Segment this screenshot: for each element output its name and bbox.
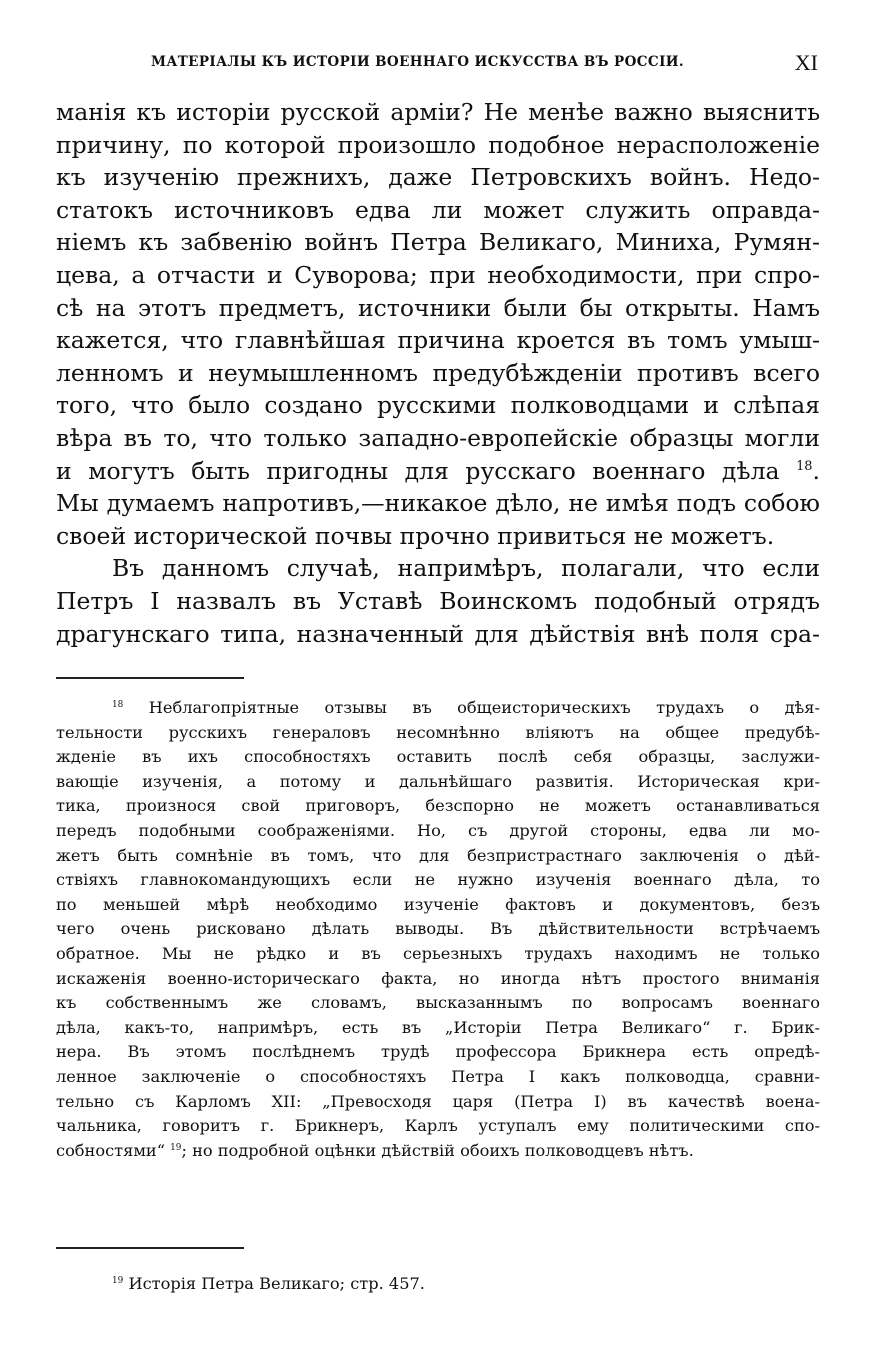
footnote-marker-18: 18 xyxy=(112,699,124,710)
text-line: кажется, что главнѣйшая причина кроется въ томъ умыш- xyxy=(56,326,820,355)
footnote-last-line xyxy=(56,1139,820,1164)
page-number: XI xyxy=(794,50,818,75)
text-line: статокъ источниковъ едва ли может служить оправда- xyxy=(56,195,820,224)
footnote-line: тельности русскихъ генераловъ несомнѣнно вліяютъ на общее предубѣ- xyxy=(56,722,820,742)
text-fragment: Исторія Петра Великаго; стр. 457. xyxy=(128,1274,425,1293)
text-line: ніемъ къ забвенію войнъ Петра Великаго, Миниха, Румян- xyxy=(56,228,820,257)
footnote-line: жетъ быть сомнѣніе въ томъ, что для безпристрастнаго заключенія о дѣй- xyxy=(56,845,820,865)
text-fragment: и могутъ быть пригодны для русскаго военнаго дѣла xyxy=(56,456,780,485)
footnote-line: передъ подобными соображеніями. Но, съ другой стороны, едва ли мо- xyxy=(56,820,820,840)
text-fragment: ; но подробной оцѣнки дѣйствій обоихъ полководцевъ нѣтъ. xyxy=(181,1140,694,1160)
footnote-line: чальника, говоритъ г. Брикнеръ, Карлъ уступалъ ему политическими спо- xyxy=(56,1116,820,1136)
footnote-line: по меньшей мѣрѣ необходимо изученіе фактовъ и документовъ, безъ xyxy=(56,894,820,914)
footnote-first-line xyxy=(56,696,820,721)
text-line: сѣ на этотъ предметъ, источники были бы открыты. Намъ xyxy=(56,293,820,322)
text-line: Мы думаемъ напротивъ,—никакое дѣло, не имѣя подъ собою xyxy=(56,489,820,518)
footnote-separator xyxy=(56,677,244,679)
footnote-marker-19: 19 xyxy=(112,1275,124,1286)
text-line: причину, по которой произошло подобное нерасположеніе xyxy=(56,130,820,159)
text-line-with-note xyxy=(56,455,820,488)
footnote-line: чего очень рисковано дѣлать выводы. Въ дѣйствительности встрѣчаемъ xyxy=(56,919,820,939)
footnote-line: тика, произнося свой приговоръ, безспорно не можетъ останавливаться xyxy=(56,796,820,816)
footnote-reference-19: 19 xyxy=(170,1142,182,1153)
text-line: Петръ I назвалъ въ Уставѣ Воинскомъ подобный отрядъ xyxy=(56,586,820,615)
footnote-line: дѣла, какъ-то, напримѣръ, есть въ „Исторіи Петра Великаго“ г. Брик- xyxy=(56,1017,820,1037)
footnote-line: вающіе изученія, а потому и дальнѣйшаго развитія. Историческая кри- xyxy=(56,771,820,791)
text-line: драгунскаго типа, назначенный для дѣйствія внѣ поля сра- xyxy=(56,619,820,648)
footnote-line: искаженія военно-историческаго факта, но иногда нѣтъ простого вниманія xyxy=(56,968,820,988)
footnote-18 xyxy=(56,696,820,1163)
text-line: манія къ исторіи русской арміи? Не менѣе важно выяснить xyxy=(56,98,820,126)
footnote-line: обратное. Мы не рѣдко и въ серьезныхъ трудахъ находимъ не только xyxy=(56,943,820,963)
footnote-line: жденіе въ ихъ способностяхъ оставить послѣ себя образцы, заслужи- xyxy=(56,747,820,767)
text-line: вѣра въ то, что только западно-европейскіе образцы могли xyxy=(56,423,820,452)
text-line: ленномъ и неумышленномъ предубѣжденіи противъ всего xyxy=(56,358,820,387)
text-line: цева, а отчасти и Суворова; при необходимости, при спро- xyxy=(56,260,820,289)
footnote-reference-18: 18 xyxy=(796,458,813,474)
paragraph-first-line: Въ данномъ случаѣ, напримѣръ, полагали, что если xyxy=(112,554,820,583)
footnote-line xyxy=(56,1272,820,1297)
main-text xyxy=(56,96,820,650)
footnote-line: тельно съ Карломъ XII: „Превосходя царя (Петра I) въ качествѣ воена- xyxy=(56,1091,820,1111)
text-fragment: . xyxy=(812,456,820,485)
footnote-line: къ собственнымъ же словамъ, высказаннымъ по вопросамъ военнаго xyxy=(56,993,820,1013)
text-fragment: собностями“ xyxy=(56,1140,165,1160)
footnote-separator xyxy=(56,1247,244,1249)
footnote-line: нера. Въ этомъ послѣднемъ трудѣ профессора Брикнера есть опредѣ- xyxy=(56,1042,820,1062)
text-fragment: Неблагопріятные отзывы въ общеисторическихъ трудахъ о дѣя- xyxy=(148,698,820,717)
text-line: своей исторической почвы прочно привиться не можетъ. xyxy=(56,521,775,550)
running-title: МАТЕРІАЛЫ КЪ ИСТОРІИ ВОЕННАГО ИСКУССТВА ВЪ РОССІИ. xyxy=(151,54,685,70)
page-header xyxy=(56,50,820,76)
text-line: къ изученію прежнихъ, даже Петровскихъ войнъ. Недо- xyxy=(56,163,820,192)
footnote-19 xyxy=(56,1272,820,1297)
footnote-line: ствіяхъ главнокомандующихъ если не нужно изученія военнаго дѣла, то xyxy=(56,870,820,890)
footnote-line: ленное заключеніе о способностяхъ Петра I какъ полководца, сравни- xyxy=(56,1066,820,1086)
text-line: того, что было создано русскими полководцами и слѣпая xyxy=(56,391,820,420)
